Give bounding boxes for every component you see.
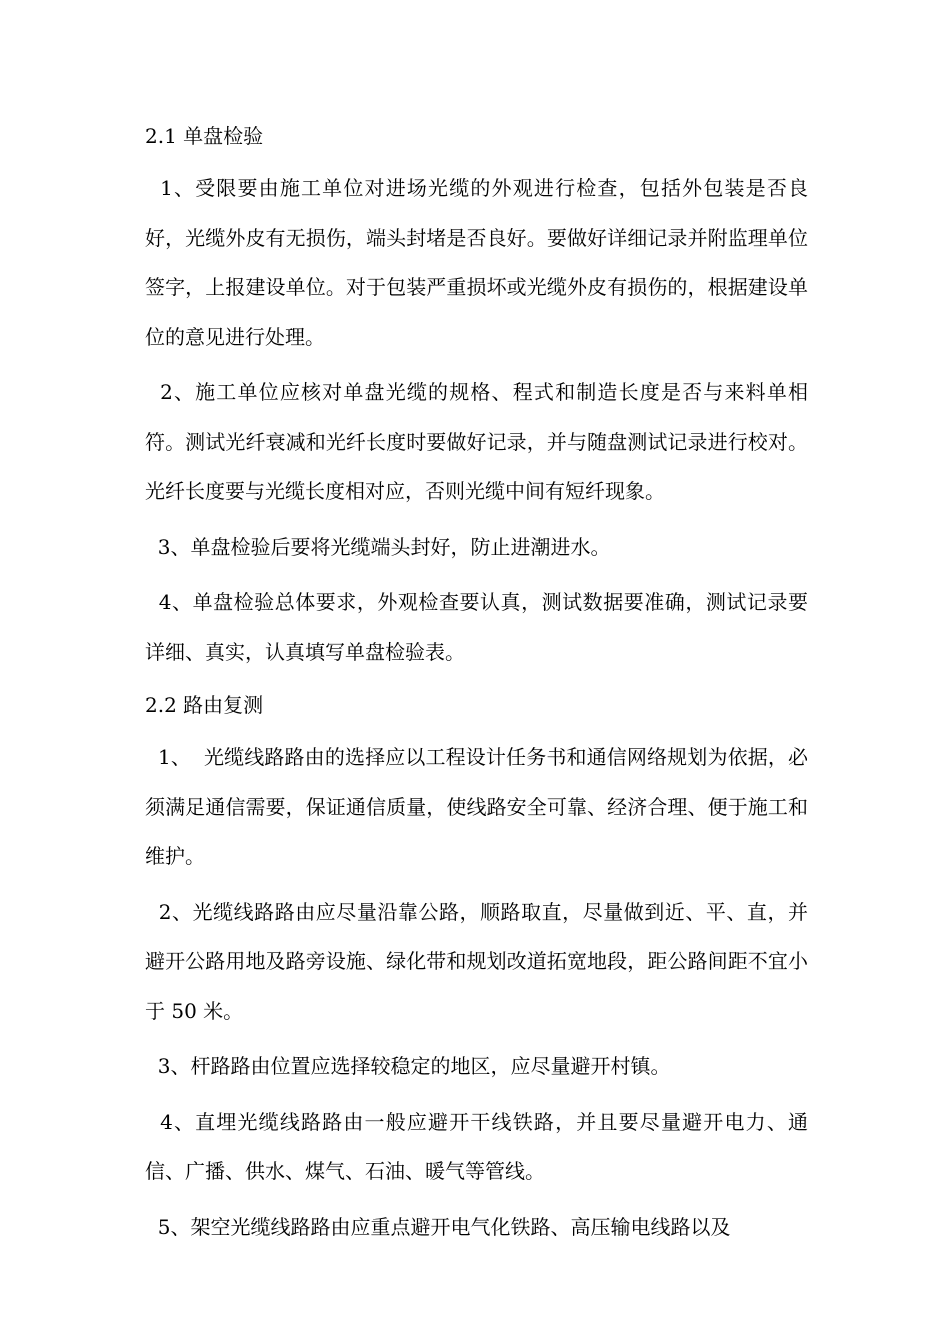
- paragraph: 2、施工单位应核对单盘光缆的规格、程式和制造长度是否与来料单相符。测试光纤衰减和光纤长度时要做好记录，并与随盘测试记录进行校对。光纤长度要与光缆长度相对应，否则光缆中间有短纤现象。: [145, 380, 808, 503]
- paragraph: 5、架空光缆线路路由应重点避开电气化铁路、高压输电线路以及: [145, 1214, 731, 1239]
- paragraph: 3、单盘检验后要将光缆端头封好，防止进潮进水。: [145, 534, 611, 559]
- paragraph: 3、杆路路由位置应选择较稳定的地区，应尽量避开村镇。: [145, 1054, 671, 1078]
- paragraph: 4、单盘检验总体要求，外观检查要认真，测试数据要准确，测试记录要详细、真实，认真填写单盘检验表。: [145, 590, 808, 664]
- section-heading: 2.2 路由复测: [145, 693, 264, 717]
- document-page: [145, 108, 808, 1252]
- paragraph: 4、直埋光缆线路路由一般应避开干线铁路，并且要尽量避开电力、通信、广播、供水、煤气、石油、暖气等管线。: [145, 1109, 808, 1183]
- paragraph: 1、 光缆线路路由的选择应以工程设计任务书和通信网络规划为依据，必须满足通信需要，保证通信质量，使线路安全可靠、经济合理、便于施工和维护。: [145, 745, 808, 868]
- section-heading: 2.1 单盘检验: [145, 124, 264, 148]
- paragraph: 2、光缆线路路由应尽量沿靠公路，顺路取直，尽量做到近、平、直，并避开公路用地及路旁设施、绿化带和规划改道拓宽地段，距公路间距不宜小于 50 米。: [145, 899, 808, 1023]
- paragraph: 1、受限要由施工单位对进场光缆的外观进行检查，包括外包装是否良好，光缆外皮有无损伤，端头封堵是否良好。要做好详细记录并附监理单位签字，上报建设单位。对于包装严重损坏或光缆外皮有损伤的，根据建设单位的意见进行处理。: [145, 176, 808, 349]
